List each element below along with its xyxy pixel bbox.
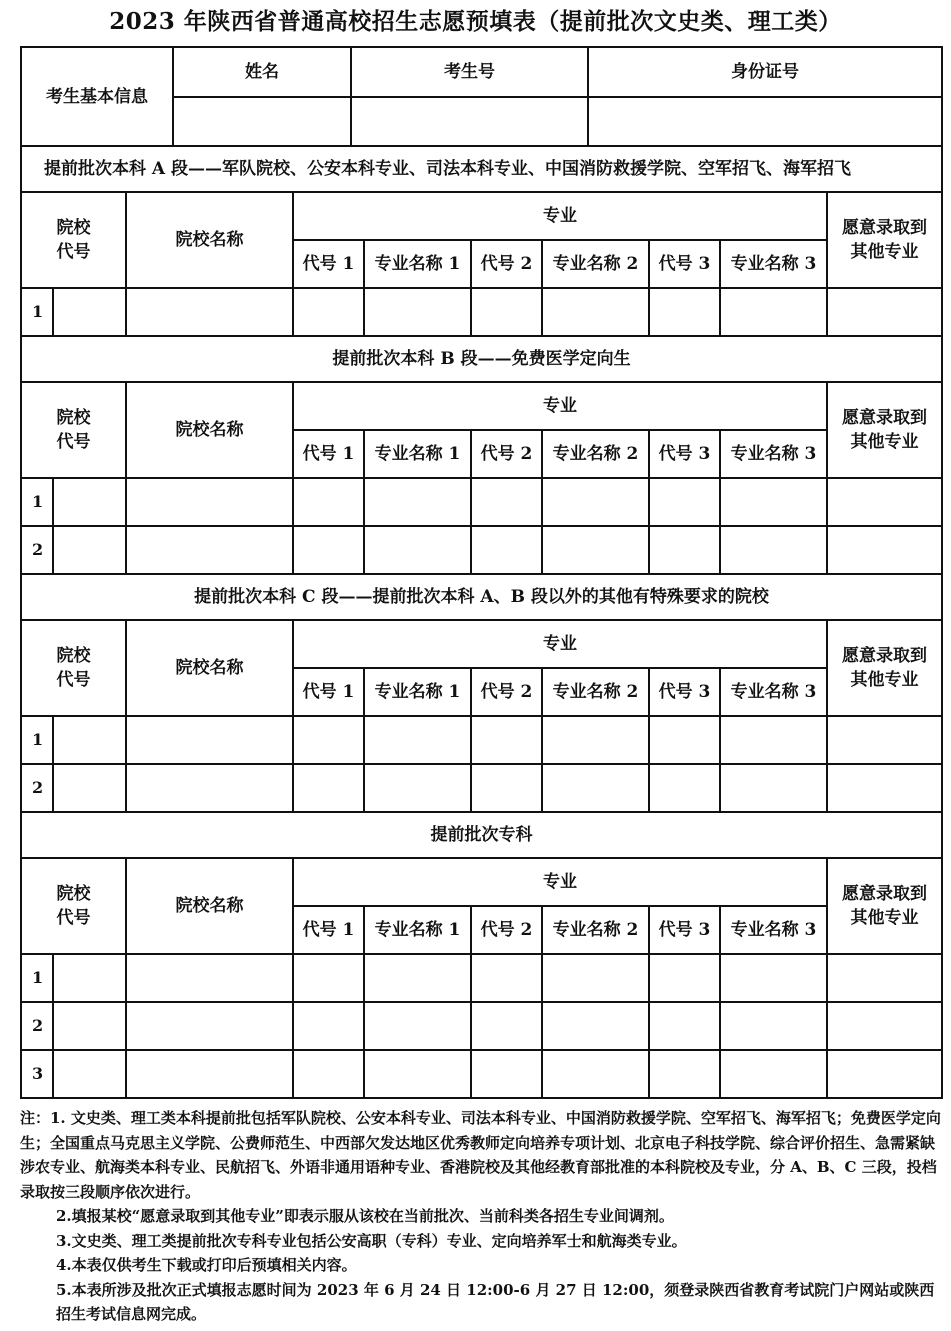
code3-cell[interactable] (649, 716, 720, 764)
major-name2-cell[interactable] (542, 1050, 649, 1098)
major-name3-cell[interactable] (720, 764, 827, 812)
note-4: 4.本表仅供考生下载或打印后预填相关内容。 (56, 1256, 357, 1274)
table-row (21, 288, 942, 336)
major-name3-cell[interactable] (720, 526, 827, 574)
column-header-code1: 代号 1 (293, 430, 364, 478)
row-number: 2 (21, 764, 53, 812)
column-header-major-name3: 专业名称 3 (720, 430, 827, 478)
section-heading: 提前批次专科 (21, 812, 942, 858)
section-heading: 提前批次本科 B 段——免费医学定向生 (21, 336, 942, 382)
column-header-code2: 代号 2 (471, 430, 542, 478)
exam-number-field[interactable] (351, 97, 588, 146)
row-number: 1 (21, 478, 53, 526)
code2-cell[interactable] (471, 526, 542, 574)
major-name1-cell[interactable] (364, 288, 471, 336)
candidate-info-table (20, 46, 943, 147)
code3-cell[interactable] (649, 478, 720, 526)
column-header-major-name2: 专业名称 2 (542, 906, 649, 954)
school-code-cell[interactable] (53, 1050, 126, 1098)
column-header-code2: 代号 2 (471, 240, 542, 288)
code1-cell[interactable] (293, 526, 364, 574)
code1-cell[interactable] (293, 764, 364, 812)
school-code-header: 院校代号 (21, 192, 126, 288)
major-header: 专业 (293, 192, 827, 240)
code2-cell[interactable] (471, 764, 542, 812)
column-header-code2: 代号 2 (471, 668, 542, 716)
column-header-code1: 代号 1 (293, 668, 364, 716)
column-header-code3: 代号 3 (649, 430, 720, 478)
column-header-major-name2: 专业名称 2 (542, 240, 649, 288)
table-row (21, 764, 942, 812)
willing-adjust-cell[interactable] (827, 526, 942, 574)
column-header-major-name1: 专业名称 1 (364, 906, 471, 954)
school-name-cell[interactable] (126, 1002, 293, 1050)
name-field[interactable] (173, 97, 351, 146)
school-code-header: 院校代号 (21, 858, 126, 954)
school-code-cell[interactable] (53, 288, 126, 336)
major-header: 专业 (293, 858, 827, 906)
section-heading: 提前批次本科 C 段——提前批次本科 A、B 段以外的其他有特殊要求的院校 (21, 574, 942, 620)
code1-cell[interactable] (293, 478, 364, 526)
column-header-code3: 代号 3 (649, 906, 720, 954)
column-header-code2: 代号 2 (471, 906, 542, 954)
id-number-field[interactable] (588, 97, 942, 146)
major-name1-cell[interactable] (364, 954, 471, 1002)
major-name1-cell[interactable] (364, 526, 471, 574)
column-header-code3: 代号 3 (649, 240, 720, 288)
note-1: 注：1. 文史类、理工类本科提前批包括军队院校、公安本科专业、司法本科专业、中国消防救援学院、空军招飞、海军招飞；免费医学定向生；全国重点马克思主义学院、公费师范生、中西部欠发达地区优秀教师定向培养专项计划、北京电子科技学院、综合评价招生、急需紧缺涉农专业、航海类本科专业、民航招飞、外语非通用语种专业、香港院校及其他经教育部批准的本科院校及专业，分 A、B、C 三段，投档录取按三段顺序依次进行。 (20, 1109, 941, 1201)
willing-adjust-cell[interactable] (827, 1050, 942, 1098)
code1-cell[interactable] (293, 1050, 364, 1098)
major-name1-cell[interactable] (364, 716, 471, 764)
row-number: 1 (21, 288, 53, 336)
code3-cell[interactable] (649, 954, 720, 1002)
column-header-major-name3: 专业名称 3 (720, 240, 827, 288)
code1-cell[interactable] (293, 288, 364, 336)
willing-adjust-cell[interactable] (827, 288, 942, 336)
school-code-cell[interactable] (53, 764, 126, 812)
row-number: 1 (21, 954, 53, 1002)
major-name3-cell[interactable] (720, 716, 827, 764)
school-code-cell[interactable] (53, 526, 126, 574)
major-name3-cell[interactable] (720, 954, 827, 1002)
column-header-major-name2: 专业名称 2 (542, 668, 649, 716)
major-name1-cell[interactable] (364, 478, 471, 526)
code3-cell[interactable] (649, 288, 720, 336)
willing-adjust-cell[interactable] (827, 1002, 942, 1050)
willing-adjust-header: 愿意录取到其他专业 (827, 192, 942, 288)
table-row (21, 478, 942, 526)
row-number: 3 (21, 1050, 53, 1098)
school-name-header: 院校名称 (126, 192, 293, 288)
school-code-header: 院校代号 (21, 382, 126, 478)
major-header: 专业 (293, 382, 827, 430)
major-name2-cell[interactable] (542, 716, 649, 764)
note-5: 5.本表所涉及批次正式填报志愿时间为 2023 年 6 月 24 日 12:00-6 月 27 日 12:00，须登录陕西省教育考试院门户网站或陕西招生考试信息网完成。 (56, 1280, 935, 1323)
column-header-major-name3: 专业名称 3 (720, 906, 827, 954)
major-name1-cell[interactable] (364, 1050, 471, 1098)
willing-adjust-header: 愿意录取到其他专业 (827, 382, 942, 478)
willing-adjust-header: 愿意录取到其他专业 (827, 620, 942, 716)
code2-cell[interactable] (471, 288, 542, 336)
willing-adjust-header: 愿意录取到其他专业 (827, 858, 942, 954)
id-number-label: 身份证号 (588, 47, 942, 97)
school-name-header: 院校名称 (126, 620, 293, 716)
major-header: 专业 (293, 620, 827, 668)
school-name-cell[interactable] (126, 288, 293, 336)
table-row (21, 716, 942, 764)
major-name1-cell[interactable] (364, 764, 471, 812)
column-header-major-name1: 专业名称 1 (364, 668, 471, 716)
code1-cell[interactable] (293, 716, 364, 764)
willing-adjust-cell[interactable] (827, 954, 942, 1002)
school-name-cell[interactable] (126, 478, 293, 526)
major-name3-cell[interactable] (720, 288, 827, 336)
column-header-code1: 代号 1 (293, 240, 364, 288)
school-code-cell[interactable] (53, 716, 126, 764)
major-name3-cell[interactable] (720, 1002, 827, 1050)
column-header-major-name3: 专业名称 3 (720, 668, 827, 716)
code2-cell[interactable] (471, 1050, 542, 1098)
major-name2-cell[interactable] (542, 526, 649, 574)
code2-cell[interactable] (471, 954, 542, 1002)
table-row (21, 1050, 942, 1098)
code3-cell[interactable] (649, 1002, 720, 1050)
column-header-code1: 代号 1 (293, 906, 364, 954)
school-code-header: 院校代号 (21, 620, 126, 716)
major-name3-cell[interactable] (720, 1050, 827, 1098)
major-name2-cell[interactable] (542, 478, 649, 526)
column-header-code3: 代号 3 (649, 668, 720, 716)
school-code-cell[interactable] (53, 478, 126, 526)
school-name-cell[interactable] (126, 954, 293, 1002)
note-3: 3.文史类、理工类提前批次专科专业包括公安高职（专科）专业、定向培养军士和航海类专业。 (56, 1231, 687, 1250)
code2-cell[interactable] (471, 1002, 542, 1050)
major-name2-cell[interactable] (542, 1002, 649, 1050)
table-row (21, 1002, 942, 1050)
name-label: 姓名 (173, 47, 351, 97)
major-name2-cell[interactable] (542, 288, 649, 336)
willing-adjust-cell[interactable] (827, 478, 942, 526)
section-heading: 提前批次本科 A 段——军队院校、公安本科专业、司法本科专业、中国消防救援学院、空军招飞、海军招飞 (21, 146, 942, 192)
code3-cell[interactable] (649, 526, 720, 574)
major-name3-cell[interactable] (720, 478, 827, 526)
column-header-major-name2: 专业名称 2 (542, 430, 649, 478)
table-row (21, 526, 942, 574)
code1-cell[interactable] (293, 954, 364, 1002)
notes (20, 1106, 941, 1327)
major-name2-cell[interactable] (542, 764, 649, 812)
major-name2-cell[interactable] (542, 954, 649, 1002)
exam-number-label: 考生号 (351, 47, 588, 97)
column-header-major-name1: 专业名称 1 (364, 240, 471, 288)
willing-adjust-cell[interactable] (827, 764, 942, 812)
candidate-info-label: 考生基本信息 (21, 47, 173, 146)
major-name1-cell[interactable] (364, 1002, 471, 1050)
code1-cell[interactable] (293, 1002, 364, 1050)
school-name-cell[interactable] (126, 764, 293, 812)
code3-cell[interactable] (649, 1050, 720, 1098)
form-title: 2023 年陕西省普通高校招生志愿预填表（提前批次文史类、理工类） (109, 8, 842, 35)
table-row (21, 954, 942, 1002)
school-name-cell[interactable] (126, 716, 293, 764)
row-number: 1 (21, 716, 53, 764)
column-header-major-name1: 专业名称 1 (364, 430, 471, 478)
school-code-cell[interactable] (53, 1002, 126, 1050)
code2-cell[interactable] (471, 716, 542, 764)
note-2: 2.填报某校“愿意录取到其他专业”即表示服从该校在当前批次、当前科类各招生专业间调剂。 (56, 1207, 674, 1225)
code3-cell[interactable] (649, 764, 720, 812)
willing-adjust-cell[interactable] (827, 716, 942, 764)
code2-cell[interactable] (471, 478, 542, 526)
school-name-header: 院校名称 (126, 858, 293, 954)
row-number: 2 (21, 1002, 53, 1050)
school-code-cell[interactable] (53, 954, 126, 1002)
preference-table (20, 145, 943, 1099)
school-name-cell[interactable] (126, 526, 293, 574)
school-name-cell[interactable] (126, 1050, 293, 1098)
school-name-header: 院校名称 (126, 382, 293, 478)
row-number: 2 (21, 526, 53, 574)
